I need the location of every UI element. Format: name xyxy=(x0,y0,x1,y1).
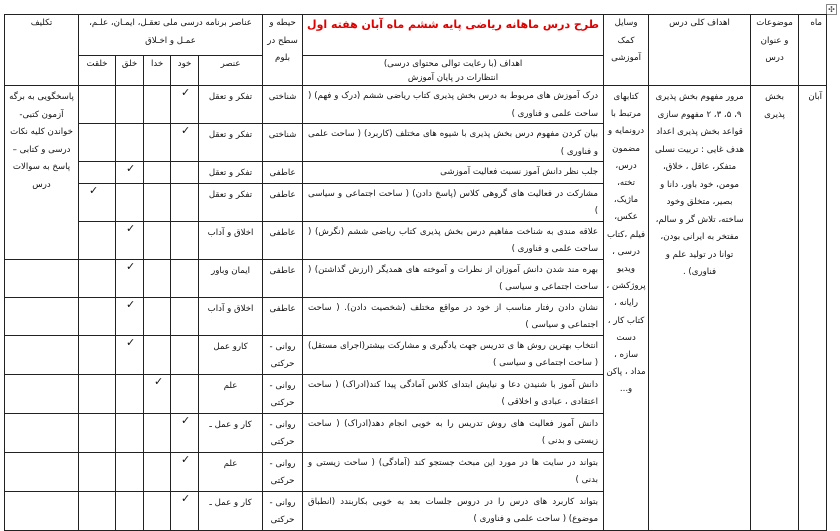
domain-cell: روانی - حرکتی xyxy=(263,491,303,530)
check-cell-nature xyxy=(79,335,116,374)
header-elements-group: عناصر برنامه درسی ملی تعقـل، ایمـان، علـم، عمـل و اخـلاق xyxy=(79,15,263,56)
objective-cell: جلب نظر دانش آموز نسبت فعالیت آموزشی xyxy=(303,162,604,184)
objective-cell: انتخاب بهترین روش ها ی تدریس جهت یادگیری و مشارکت بیشتر(اجرای مستقل) ( ساحت اجتماعی و سیاسی ) xyxy=(303,335,604,374)
element-cell: کار و عمل ـ xyxy=(199,413,263,452)
objective-cell: بهره مند شدن دانش آموزان از نظرات و آموخته های همدیگر (ارزش گذاشتن) ( ساحت اجتماعی و سیاسی ) xyxy=(303,259,604,297)
lesson-rows xyxy=(5,86,827,531)
check-cell-self xyxy=(171,335,199,374)
check-cell-nature xyxy=(79,259,116,297)
lesson-plan-table-container xyxy=(4,14,826,531)
element-cell: تفکر و تعقل xyxy=(199,86,263,124)
domain-cell: عاطفی xyxy=(263,297,303,335)
check-cell-nature xyxy=(79,413,116,452)
checkmark-icon: ✓ xyxy=(126,162,136,175)
table-row xyxy=(5,86,827,124)
topic-cell: بخش پذیری xyxy=(751,86,799,531)
check-cell-self xyxy=(171,452,199,491)
element-cell: تفکر و تعقل xyxy=(199,183,263,221)
objective-cell: علاقه مندی به شناخت مفاهیم درس بخش پذیری کتاب ریاضی ششم (نگرش) ( ساحت علمی و فناوری ) xyxy=(303,221,604,259)
domain-cell: روانی - حرکتی xyxy=(263,335,303,374)
objective-cell: بتواند در سایت ها در مورد این مبحث جستجو کند (آمادگی) ( ساحت زیستی و بدنی ) xyxy=(303,452,604,491)
check-cell-creation xyxy=(116,452,144,491)
month-cell: آبان xyxy=(799,86,827,531)
assignment-empty-cell xyxy=(5,413,79,452)
domain-cell: عاطفی xyxy=(263,221,303,259)
checkmark-icon: ✓ xyxy=(181,452,191,466)
header-element: عنصر xyxy=(199,56,263,86)
checkmark-icon: ✓ xyxy=(126,221,136,235)
header-aids: وسایل کمک آموزشی xyxy=(604,15,649,86)
check-cell-god xyxy=(144,452,171,491)
objective-cell: درک آموزش های مربوط به درس بخش پذیری کتاب ریاضی ششم (درک و فهم) ( ساحت علمی و فناوری ) xyxy=(303,86,604,124)
header-self: خود xyxy=(171,56,199,86)
element-cell: اخلاق و آداب xyxy=(199,297,263,335)
header-topic: موضوعات و عنوان درس xyxy=(751,15,799,86)
checkmark-icon: ✓ xyxy=(89,183,99,197)
check-cell-self xyxy=(171,86,199,124)
check-cell-nature xyxy=(79,452,116,491)
element-cell: اخلاق و آداب xyxy=(199,221,263,259)
domain-cell: عاطفی xyxy=(263,162,303,184)
check-cell-creation xyxy=(116,221,144,259)
header-assignment: تکلیف xyxy=(5,15,79,86)
check-cell-self xyxy=(171,413,199,452)
check-cell-god xyxy=(144,86,171,124)
checkmark-icon: ✓ xyxy=(126,335,136,349)
page-title: طرح درس ماهانه ریاضی پایه ششم ماه آبان هفته اول xyxy=(303,15,604,56)
check-cell-god xyxy=(144,183,171,221)
check-cell-self xyxy=(171,259,199,297)
check-cell-creation xyxy=(116,86,144,124)
check-cell-creation xyxy=(116,374,144,413)
checkmark-icon: ✓ xyxy=(181,86,191,99)
check-cell-self xyxy=(171,221,199,259)
check-cell-creation xyxy=(116,413,144,452)
domain-cell: روانی - حرکتی xyxy=(263,452,303,491)
check-cell-god xyxy=(144,413,171,452)
objective-cell: مشارکت در فعالیت های گروهی کلاس (پاسخ دادن) ( ساحت اجتماعی و سیاسی ) xyxy=(303,183,604,221)
element-cell: تفکر و تعقل xyxy=(199,162,263,184)
header-objectives-line1: اهداف (با رعایت توالی محتوای درسی) xyxy=(383,59,523,69)
element-cell: علم xyxy=(199,452,263,491)
element-cell: تفکر و تعقل xyxy=(199,124,263,162)
domain-cell: روانی - حرکتی xyxy=(263,413,303,452)
check-cell-creation xyxy=(116,162,144,184)
header-nature: خلقت xyxy=(79,56,116,86)
table-move-handle-icon[interactable]: ✣ xyxy=(826,4,837,15)
lesson-plan-table xyxy=(4,14,827,531)
objective-cell: دانش آموز با شنیدن دعا و نیایش ابتدای کلاس آمادگی پیدا کند(ادراک) ( ساحت اعتقادی ، عبادی و اخلاقی ) xyxy=(303,374,604,413)
header-general-goals: اهداف کلی درس xyxy=(649,15,751,86)
assignment-empty-cell xyxy=(5,374,79,413)
objective-cell: بیان کردن مفهوم درس بخش پذیری با شیوه های مختلف (کاربرد) ( ساحت علمی و فناوری ) xyxy=(303,124,604,162)
objective-cell: دانش آموز فعالیت های روش تدریس را به خوبی انجام دهد(ادراک) ( ساحت زیستی و بدنی ) xyxy=(303,413,604,452)
checkmark-icon: ✓ xyxy=(126,259,136,273)
element-cell: ایمان وباور xyxy=(199,259,263,297)
domain-cell: شناختی xyxy=(263,86,303,124)
checkmark-icon: ✓ xyxy=(154,374,164,388)
assignment-empty-cell xyxy=(5,335,79,374)
check-cell-creation xyxy=(116,259,144,297)
check-cell-self xyxy=(171,162,199,184)
check-cell-nature xyxy=(79,162,116,184)
check-cell-creation xyxy=(116,183,144,221)
check-cell-self xyxy=(171,183,199,221)
checkmark-icon: ✓ xyxy=(181,491,191,505)
aids-cell: کتابهای مرتبط با درونمایه و مضمون درس، تخته، ماژیک، عکس، فیلم ،کتاب درسی ، ویدیو پروژکشن ، رایانه ، کتاب کار ، دست سازه ، مداد ، پاکن و... xyxy=(604,86,649,531)
assignment-empty-cell xyxy=(5,297,79,335)
header-objectives-line2: انتظارات در پایان آموزش xyxy=(407,73,499,83)
check-cell-nature xyxy=(79,86,116,124)
objective-cell: بتواند کاربرد های درس را در دروس جلسات بعد به خوبی بکاربندد (انطباق موضوع) ( ساحت علمی و فناوری ) xyxy=(303,491,604,530)
check-cell-creation xyxy=(116,297,144,335)
header-month: ماه xyxy=(799,15,827,86)
checkmark-icon: ✓ xyxy=(181,413,191,427)
check-cell-god xyxy=(144,335,171,374)
check-cell-creation xyxy=(116,491,144,530)
domain-cell: شناختی xyxy=(263,124,303,162)
assignment-empty-cell xyxy=(5,491,79,530)
header-god: خدا xyxy=(144,56,171,86)
check-cell-self xyxy=(171,124,199,162)
element-cell: کارو عمل xyxy=(199,335,263,374)
check-cell-creation xyxy=(116,335,144,374)
check-cell-god xyxy=(144,374,171,413)
check-cell-self xyxy=(171,491,199,530)
checkmark-icon: ✓ xyxy=(181,124,191,137)
check-cell-self xyxy=(171,297,199,335)
header-objectives xyxy=(303,56,604,86)
assignment-empty-cell xyxy=(5,259,79,297)
element-cell: علم xyxy=(199,374,263,413)
check-cell-god xyxy=(144,259,171,297)
check-cell-nature xyxy=(79,183,116,221)
check-cell-nature xyxy=(79,124,116,162)
element-cell: کار و عمل ـ xyxy=(199,491,263,530)
header-creation: خلق xyxy=(116,56,144,86)
check-cell-nature xyxy=(79,374,116,413)
check-cell-god xyxy=(144,297,171,335)
checkmark-icon: ✓ xyxy=(126,297,136,311)
objective-cell: نشان دادن رفتار مناسب از خود در مواقع مختلف (شخصیت دادن). ( ساحت اجتماعی و سیاسی ) xyxy=(303,297,604,335)
check-cell-god xyxy=(144,221,171,259)
check-cell-creation xyxy=(116,124,144,162)
check-cell-god xyxy=(144,124,171,162)
check-cell-nature xyxy=(79,221,116,259)
assignment-empty-cell xyxy=(5,452,79,491)
header-domain: حیطه و سطح در بلوم xyxy=(263,15,303,86)
check-cell-god xyxy=(144,162,171,184)
check-cell-god xyxy=(144,491,171,530)
domain-cell: عاطفی xyxy=(263,183,303,221)
check-cell-nature xyxy=(79,491,116,530)
assignment-cell: پاسخگویی به برگه آزمون کتبی- خواندن کلیه نکات درسی و کتابی – پاسخ به سوالات درس xyxy=(5,86,79,260)
domain-cell: روانی - حرکتی xyxy=(263,374,303,413)
general-goals-cell: مرور مفهوم بخش پذیری ۹، ۵، ۳، ۲ مفهوم سازی قواعد بخش پذیری اعداد هدف غایی : تربیت نسلی متفکر، عاقل ، خلاق، مومن، خود باور، دانا و بصیر، متخلق وخود ساخته، تلاش گر و سالم، مفتخر به ایرانی بودن، توانا در تولید علم و فناوری) . xyxy=(649,86,751,531)
check-cell-nature xyxy=(79,297,116,335)
check-cell-self xyxy=(171,374,199,413)
domain-cell: عاطفی xyxy=(263,259,303,297)
